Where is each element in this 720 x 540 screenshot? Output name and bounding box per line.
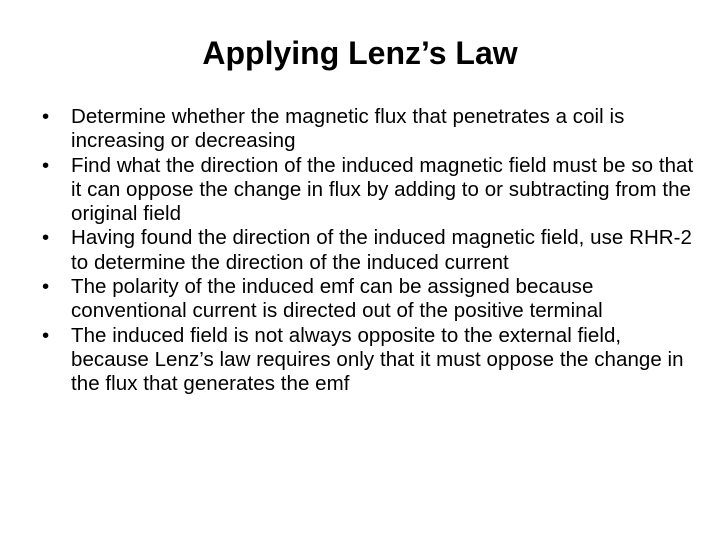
bullet-item [42,324,702,397]
bullet-marker: • [42,226,50,250]
bullet-text: Find what the direction of the induced magnetic field must be so that it can oppose the change in flux by adding to or subtracting from the original field [71,153,694,226]
slide-title: Applying Lenz’s Law [202,35,518,71]
bullet-marker: • [42,275,50,299]
bullet-item [42,154,702,227]
bullet-marker: • [42,153,50,177]
bullet-item [42,105,702,154]
bullet-text: The induced field is not always opposite to the external field, because Lenz’s law requires only that it must oppose the change in the flux that generates the emf [71,323,684,396]
bullet-marker: • [42,105,50,128]
bullet-item [42,275,702,324]
bullet-item [42,226,702,275]
bullet-text: Having found the direction of the induced magnetic field, use RHR-2 to determine the direction of the induced current [71,226,692,274]
bullet-list [42,105,702,397]
bullet-text: The polarity of the induced emf can be assigned because conventional current is directed out of the positive terminal [71,275,603,323]
bullet-text: Determine whether the magnetic flux that penetrates a coil is increasing or decreasing [71,105,625,153]
bullet-marker: • [42,323,50,347]
